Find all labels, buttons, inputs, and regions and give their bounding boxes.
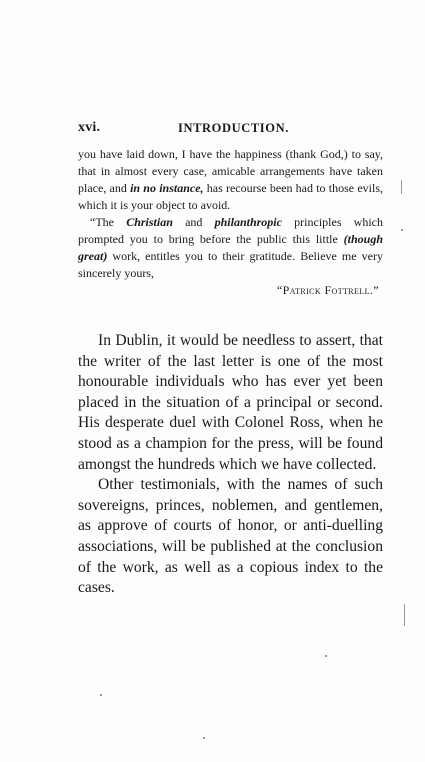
- letter-p2-run-5: principles which prompted you to bring before the public this little: [78, 215, 384, 246]
- letter-p1-run-1: you have laid down, I have the happiness (thank God,) to say, that in almost every case, amicable arrangements have taken place, and: [78, 147, 383, 195]
- letter-paragraph-1: [78, 146, 383, 214]
- signature-text: “Patrick Fottrell.”: [276, 283, 379, 297]
- running-title: INTRODUCTION.: [178, 121, 289, 135]
- body-paragraph-2: Other testimonials, with the names of such sovereigns, princes, noblemen, and gentlemen, as approve of courts of honor, or anti-duelling associations, will be published at the conclusion of the work, as well as a copious index to the cases.: [78, 476, 383, 597]
- page-number: xvi.: [78, 120, 101, 135]
- body-paragraph-1: In Dublin, it would be needless to assert, that the writer of the last letter is one of the most honourable individuals who has ever yet been placed in the situation of a principal or second. His desperate duel with Colonel Ross, when he stood as a champion for the press, will be found amongst the hundreds which we have collected.: [78, 332, 383, 473]
- letter-p2-run-2: Christian: [126, 215, 173, 229]
- letter-p2-run-4: philanthropic: [214, 215, 282, 229]
- letter-p2-run-6: (though great): [78, 232, 383, 263]
- speck: [325, 655, 327, 657]
- letter-p1-run-2: in no instance,: [130, 181, 204, 195]
- edge-mark: [401, 180, 402, 194]
- page-header: [78, 120, 382, 138]
- letter-p1-run-3: has recourse been had to those evils, which it is your object to avoid.: [78, 181, 383, 212]
- letter-p2-run-3: and: [172, 215, 215, 229]
- speck: [401, 229, 403, 231]
- letter-paragraph-2: [78, 214, 383, 282]
- edge-mark: [404, 604, 405, 626]
- speck: [203, 737, 205, 739]
- letter-signature: [78, 282, 383, 299]
- letter-p2-run-7: work, entitles you to their gratitude. Believe me very sincerely yours,: [78, 249, 383, 280]
- letter-p2-run-1: “The: [90, 215, 127, 229]
- main-text: [78, 331, 383, 599]
- quoted-letter: [78, 146, 383, 299]
- speck: [100, 694, 102, 696]
